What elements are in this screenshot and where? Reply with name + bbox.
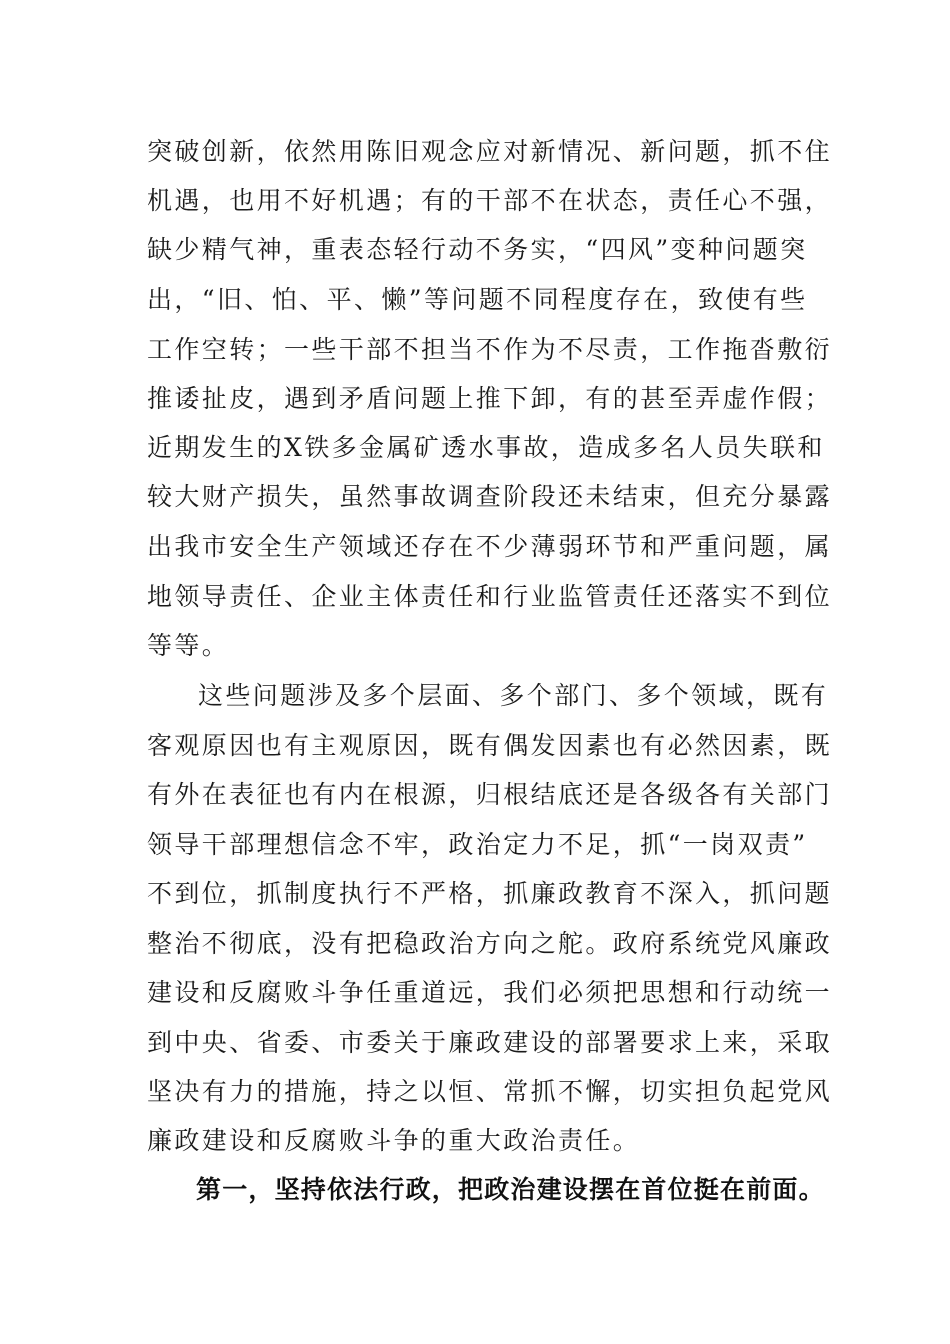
paragraph-1-line-11: 等等。 (147, 631, 230, 660)
paragraph-1-line-1: 突破创新，依然用陈旧观念应对新情况、新问题，抓不住 (147, 137, 833, 166)
paragraph-2-line-3: 有外在表征也有内在根源，归根结底还是各级各有关部门 (147, 780, 833, 809)
paragraph-1-line-3: 缺少精气神，重表态轻行动不务实，“四风”变种问题突 (147, 235, 808, 264)
paragraph-1-line-4: 出，“旧、怕、平、懒”等问题不同程度存在，致使有些 (147, 285, 808, 314)
section-heading: 第一，坚持依法行政，把政治建设摆在首位挺在前面。 (196, 1175, 825, 1204)
paragraph-2-line-2: 客观原因也有主观原因，既有偶发因素也有必然因素，既 (147, 731, 833, 760)
paragraph-2-line-6: 整治不彻底，没有把稳政治方向之舵。政府系统党风廉政 (147, 929, 833, 958)
paragraph-1-line-5: 工作空转；一些干部不担当不作为不尽责，工作拖沓敷衍 (147, 335, 833, 364)
paragraph-1-line-2: 机遇，也用不好机遇；有的干部不在状态，责任心不强， (147, 186, 833, 215)
paragraph-1-line-8: 较大财产损失，虽然事故调查阶段还未结束，但充分暴露 (147, 482, 833, 511)
paragraph-1-line-10: 地领导责任、企业主体责任和行业监管责任还落实不到位 (147, 582, 833, 611)
paragraph-1-line-9: 出我市安全生产领域还存在不少薄弱环节和严重问题，属 (147, 532, 833, 561)
paragraph-2-line-1: 这些问题涉及多个层面、多个部门、多个领域，既有 (198, 681, 829, 710)
paragraph-2-line-4: 领导干部理想信念不牢，政治定力不足，抓“一岗双责” (147, 830, 808, 859)
paragraph-2-line-7: 建设和反腐败斗争任重道远，我们必须把思想和行动统一 (147, 978, 833, 1007)
paragraph-2-line-5: 不到位，抓制度执行不严格，抓廉政教育不深入，抓问题 (147, 879, 833, 908)
paragraph-1-line-6: 推诿扯皮，遇到矛盾问题上推下卸，有的甚至弄虚作假； (147, 384, 833, 413)
paragraph-1-line-7: 近期发生的X铁多金属矿透水事故，造成多名人员失联和 (147, 433, 825, 462)
paragraph-2-line-8: 到中央、省委、市委关于廉政建设的部署要求上来，采取 (147, 1028, 833, 1057)
paragraph-2-line-10: 廉政建设和反腐败斗争的重大政治责任。 (147, 1126, 641, 1155)
paragraph-2-line-9: 坚决有力的措施，持之以恒、常抓不懈，切实担负起党风 (147, 1077, 833, 1106)
